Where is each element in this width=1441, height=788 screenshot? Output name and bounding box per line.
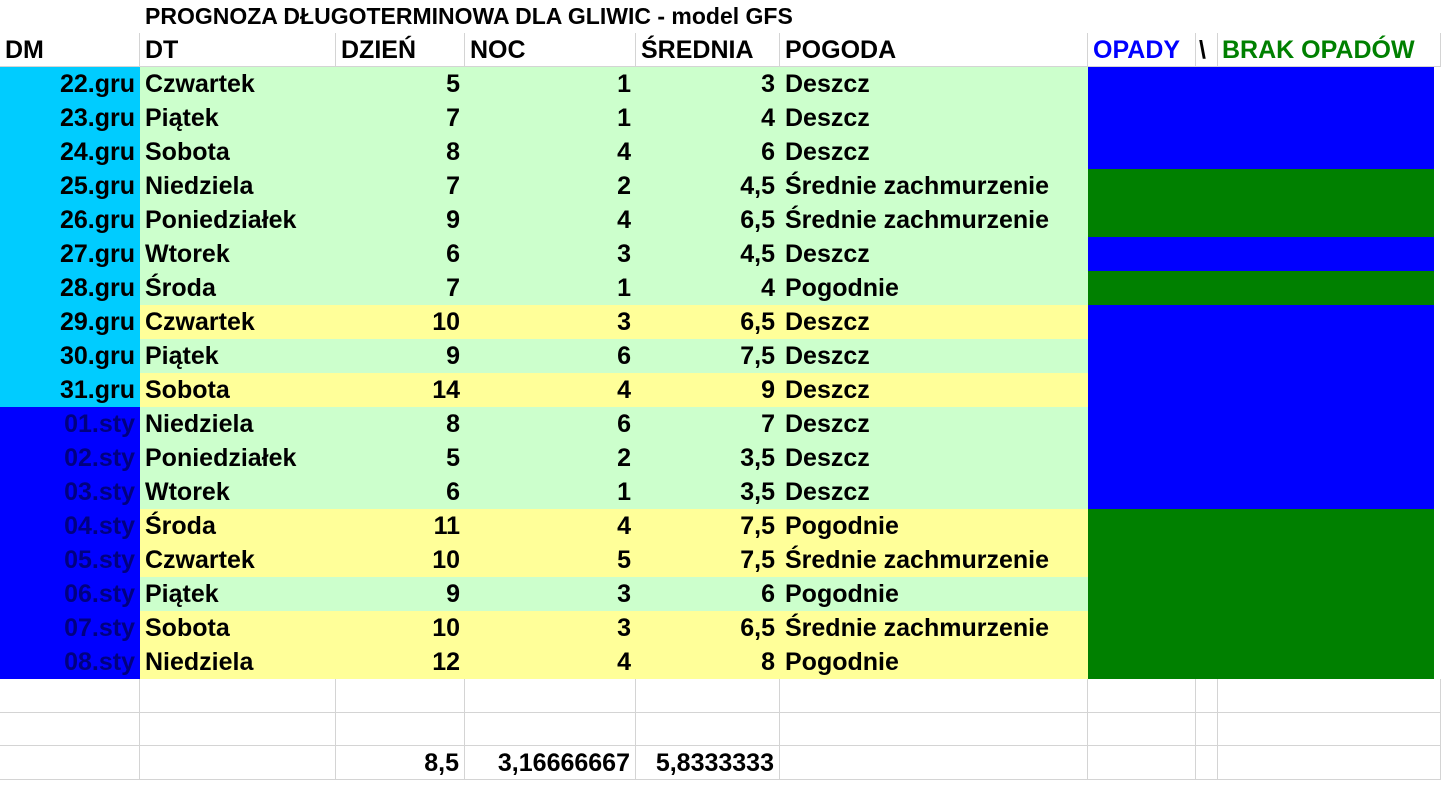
row-day[interactable]: Piątek	[140, 577, 336, 611]
row-noc[interactable]: 4	[465, 645, 636, 679]
row-date[interactable]: 03.sty	[0, 475, 140, 509]
row-noc[interactable]: 3	[465, 237, 636, 271]
row-day[interactable]: Środa	[140, 509, 336, 543]
row-pogoda[interactable]: Deszcz	[780, 475, 1088, 509]
row-pogoda[interactable]: Deszcz	[780, 237, 1088, 271]
row-noc[interactable]: 4	[465, 135, 636, 169]
empty-cell[interactable]	[1088, 713, 1196, 746]
row-precip-indicator[interactable]	[1088, 645, 1434, 679]
row-day[interactable]: Piątek	[140, 101, 336, 135]
row-date[interactable]: 02.sty	[0, 441, 140, 475]
row-srednia[interactable]: 6	[636, 577, 780, 611]
row-dzien[interactable]: 9	[336, 339, 465, 373]
empty-cell[interactable]	[1088, 679, 1196, 713]
row-date[interactable]: 30.gru	[0, 339, 140, 373]
empty-cell[interactable]	[336, 679, 465, 713]
row-srednia[interactable]: 4	[636, 271, 780, 305]
row-day[interactable]: Poniedziałek	[140, 203, 336, 237]
header-dm[interactable]: DM	[0, 33, 140, 67]
row-day[interactable]: Sobota	[140, 135, 336, 169]
row-noc[interactable]: 4	[465, 203, 636, 237]
row-day[interactable]: Piątek	[140, 339, 336, 373]
row-dzien[interactable]: 12	[336, 645, 465, 679]
row-noc[interactable]: 3	[465, 305, 636, 339]
empty-cell[interactable]	[1088, 746, 1196, 780]
empty-cell[interactable]	[0, 679, 140, 713]
empty-cell[interactable]	[140, 713, 336, 746]
row-precip-indicator[interactable]	[1088, 373, 1434, 407]
row-pogoda[interactable]: Deszcz	[780, 305, 1088, 339]
row-date[interactable]: 04.sty	[0, 509, 140, 543]
row-date[interactable]: 01.sty	[0, 407, 140, 441]
row-srednia[interactable]: 6,5	[636, 203, 780, 237]
row-day[interactable]: Niedziela	[140, 645, 336, 679]
row-date[interactable]: 08.sty	[0, 645, 140, 679]
header-dzien[interactable]: DZIEŃ	[336, 33, 465, 67]
row-pogoda[interactable]: Pogodnie	[780, 509, 1088, 543]
row-pogoda[interactable]: Deszcz	[780, 135, 1088, 169]
row-dzien[interactable]: 6	[336, 237, 465, 271]
empty-cell[interactable]	[465, 713, 636, 746]
row-dzien[interactable]: 11	[336, 509, 465, 543]
row-noc[interactable]: 1	[465, 67, 636, 101]
row-precip-indicator[interactable]	[1088, 577, 1434, 611]
empty-cell[interactable]	[636, 679, 780, 713]
row-date[interactable]: 26.gru	[0, 203, 140, 237]
row-precip-indicator[interactable]	[1088, 611, 1434, 645]
header-dt[interactable]: DT	[140, 33, 336, 67]
empty-cell[interactable]	[140, 746, 336, 780]
row-srednia[interactable]: 4	[636, 101, 780, 135]
row-srednia[interactable]: 6,5	[636, 305, 780, 339]
row-precip-indicator[interactable]	[1088, 203, 1434, 237]
row-noc[interactable]: 3	[465, 611, 636, 645]
row-dzien[interactable]: 9	[336, 577, 465, 611]
row-srednia[interactable]: 7,5	[636, 339, 780, 373]
row-date[interactable]: 22.gru	[0, 67, 140, 101]
row-dzien[interactable]: 7	[336, 169, 465, 203]
row-noc[interactable]: 4	[465, 373, 636, 407]
row-pogoda[interactable]: Średnie zachmurzenie	[780, 611, 1088, 645]
row-dzien[interactable]: 9	[336, 203, 465, 237]
header-brak-opadow[interactable]: BRAK OPADÓW	[1218, 33, 1441, 67]
row-noc[interactable]: 2	[465, 441, 636, 475]
row-srednia[interactable]: 3	[636, 67, 780, 101]
row-precip-indicator[interactable]	[1088, 237, 1434, 271]
row-noc[interactable]: 1	[465, 101, 636, 135]
row-precip-indicator[interactable]	[1088, 305, 1434, 339]
row-noc[interactable]: 6	[465, 339, 636, 373]
row-srednia[interactable]: 3,5	[636, 441, 780, 475]
row-pogoda[interactable]: Średnie zachmurzenie	[780, 203, 1088, 237]
header-pogoda[interactable]: POGODA	[780, 33, 1088, 67]
empty-cell[interactable]	[1196, 713, 1218, 746]
empty-cell[interactable]	[780, 746, 1088, 780]
row-dzien[interactable]: 8	[336, 135, 465, 169]
row-srednia[interactable]: 7	[636, 407, 780, 441]
row-pogoda[interactable]: Pogodnie	[780, 271, 1088, 305]
header-srednia[interactable]: ŚREDNIA	[636, 33, 780, 67]
empty-cell[interactable]	[140, 679, 336, 713]
average-srednia[interactable]: 5,8333333	[636, 746, 780, 780]
header-noc[interactable]: NOC	[465, 33, 636, 67]
row-srednia[interactable]: 4,5	[636, 169, 780, 203]
row-date[interactable]: 27.gru	[0, 237, 140, 271]
row-dzien[interactable]: 10	[336, 611, 465, 645]
row-precip-indicator[interactable]	[1088, 441, 1434, 475]
row-pogoda[interactable]: Pogodnie	[780, 645, 1088, 679]
row-dzien[interactable]: 7	[336, 271, 465, 305]
header-separator[interactable]: \	[1196, 33, 1218, 67]
row-date[interactable]: 28.gru	[0, 271, 140, 305]
row-date[interactable]: 05.sty	[0, 543, 140, 577]
row-date[interactable]: 25.gru	[0, 169, 140, 203]
row-pogoda[interactable]: Deszcz	[780, 101, 1088, 135]
empty-cell[interactable]	[1218, 746, 1441, 780]
row-dzien[interactable]: 8	[336, 407, 465, 441]
row-pogoda[interactable]: Deszcz	[780, 441, 1088, 475]
empty-cell[interactable]	[1196, 679, 1218, 713]
row-pogoda[interactable]: Deszcz	[780, 339, 1088, 373]
row-noc[interactable]: 1	[465, 475, 636, 509]
row-pogoda[interactable]: Deszcz	[780, 407, 1088, 441]
row-precip-indicator[interactable]	[1088, 509, 1434, 543]
row-srednia[interactable]: 6,5	[636, 611, 780, 645]
row-noc[interactable]: 1	[465, 271, 636, 305]
row-day[interactable]: Czwartek	[140, 543, 336, 577]
row-dzien[interactable]: 5	[336, 67, 465, 101]
row-date[interactable]: 06.sty	[0, 577, 140, 611]
row-srednia[interactable]: 6	[636, 135, 780, 169]
sheet-title[interactable]: PROGNOZA DŁUGOTERMINOWA DLA GLIWIC - model GFS	[145, 3, 793, 29]
row-date[interactable]: 24.gru	[0, 135, 140, 169]
row-day[interactable]: Sobota	[140, 373, 336, 407]
row-precip-indicator[interactable]	[1088, 407, 1434, 441]
row-dzien[interactable]: 5	[336, 441, 465, 475]
row-pogoda[interactable]: Deszcz	[780, 67, 1088, 101]
row-precip-indicator[interactable]	[1088, 135, 1434, 169]
row-precip-indicator[interactable]	[1088, 67, 1434, 101]
average-dzien[interactable]: 8,5	[336, 746, 465, 780]
row-noc[interactable]: 4	[465, 509, 636, 543]
row-pogoda[interactable]: Deszcz	[780, 373, 1088, 407]
row-day[interactable]: Czwartek	[140, 67, 336, 101]
empty-cell[interactable]	[780, 679, 1088, 713]
row-noc[interactable]: 6	[465, 407, 636, 441]
row-pogoda[interactable]: Pogodnie	[780, 577, 1088, 611]
row-day[interactable]: Wtorek	[140, 475, 336, 509]
row-precip-indicator[interactable]	[1088, 101, 1434, 135]
row-day[interactable]: Wtorek	[140, 237, 336, 271]
row-srednia[interactable]: 3,5	[636, 475, 780, 509]
row-date[interactable]: 07.sty	[0, 611, 140, 645]
empty-cell[interactable]	[0, 746, 140, 780]
row-date[interactable]: 31.gru	[0, 373, 140, 407]
empty-cell[interactable]	[0, 713, 140, 746]
empty-cell[interactable]	[1218, 679, 1441, 713]
row-pogoda[interactable]: Średnie zachmurzenie	[780, 543, 1088, 577]
empty-cell[interactable]	[636, 713, 780, 746]
row-date[interactable]: 29.gru	[0, 305, 140, 339]
header-opady[interactable]: OPADY	[1088, 33, 1196, 67]
empty-cell[interactable]	[465, 679, 636, 713]
row-day[interactable]: Niedziela	[140, 407, 336, 441]
row-precip-indicator[interactable]	[1088, 271, 1434, 305]
row-srednia[interactable]: 7,5	[636, 509, 780, 543]
row-date[interactable]: 23.gru	[0, 101, 140, 135]
empty-cell[interactable]	[336, 713, 465, 746]
row-srednia[interactable]: 8	[636, 645, 780, 679]
empty-cell[interactable]	[1218, 713, 1441, 746]
row-precip-indicator[interactable]	[1088, 169, 1434, 203]
row-day[interactable]: Niedziela	[140, 169, 336, 203]
row-srednia[interactable]: 4,5	[636, 237, 780, 271]
row-noc[interactable]: 5	[465, 543, 636, 577]
row-precip-indicator[interactable]	[1088, 543, 1434, 577]
row-dzien[interactable]: 10	[336, 305, 465, 339]
row-dzien[interactable]: 10	[336, 543, 465, 577]
average-noc[interactable]: 3,16666667	[465, 746, 636, 780]
row-precip-indicator[interactable]	[1088, 475, 1434, 509]
row-noc[interactable]: 3	[465, 577, 636, 611]
row-noc[interactable]: 2	[465, 169, 636, 203]
row-dzien[interactable]: 7	[336, 101, 465, 135]
empty-cell[interactable]	[780, 713, 1088, 746]
row-day[interactable]: Czwartek	[140, 305, 336, 339]
row-day[interactable]: Poniedziałek	[140, 441, 336, 475]
row-pogoda[interactable]: Średnie zachmurzenie	[780, 169, 1088, 203]
empty-cell[interactable]	[1196, 746, 1218, 780]
row-dzien[interactable]: 14	[336, 373, 465, 407]
row-day[interactable]: Środa	[140, 271, 336, 305]
row-precip-indicator[interactable]	[1088, 339, 1434, 373]
row-day[interactable]: Sobota	[140, 611, 336, 645]
row-dzien[interactable]: 6	[336, 475, 465, 509]
row-srednia[interactable]: 9	[636, 373, 780, 407]
row-srednia[interactable]: 7,5	[636, 543, 780, 577]
